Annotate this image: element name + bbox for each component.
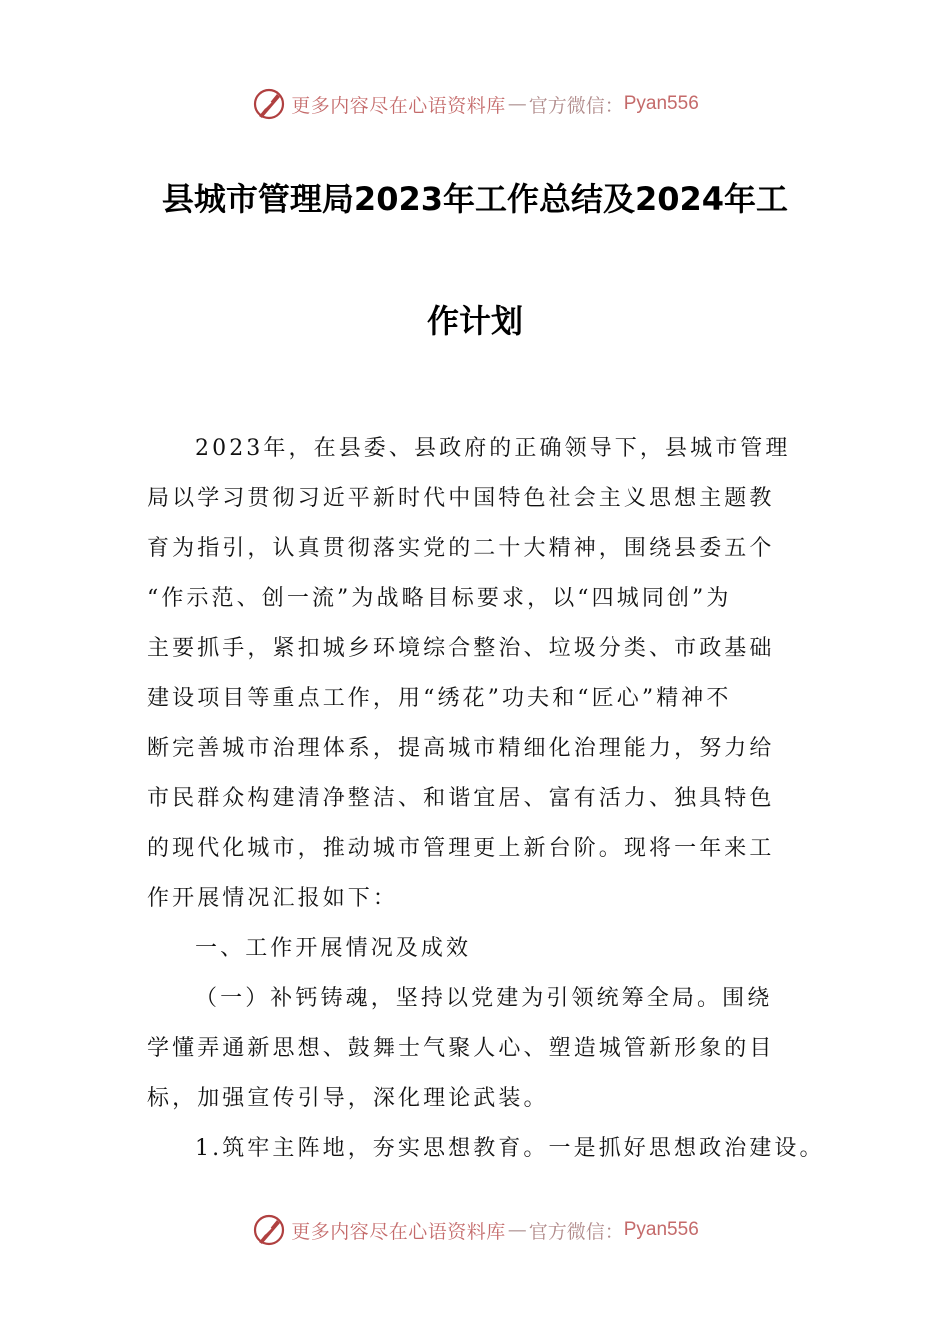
section-heading: 一、工作开展情况及成效 <box>195 936 472 961</box>
body-line: 1.筑牢主阵地，夯实思想教育。一是抓好思想政治建设。 <box>195 1136 825 1161</box>
body-line: 市民群众构建清净整洁、和谐宜居、富有活力、独具特色 <box>147 786 775 811</box>
body-line: “作示范、创一流”为战略目标要求，以“四城同创”为 <box>147 586 732 611</box>
banner-slogan: 更多内容尽在心语资料库 <box>291 1220 506 1243</box>
banner-separator: — <box>507 93 527 115</box>
body-line: 2023年，在县委、县政府的正确领导下，县城市管理 <box>195 436 791 461</box>
document-title-line-2: 作计划 <box>426 302 523 340</box>
body-line: 断完善城市治理体系，提高城市精细化治理能力，努力给 <box>147 736 775 761</box>
body-line: （一）补钙铸魂，坚持以党建为引领统筹全局。围绕 <box>195 986 773 1011</box>
body-line: 作开展情况汇报如下： <box>147 886 399 911</box>
body-line: 建设项目等重点工作，用“绣花”功夫和“匠心”精神不 <box>147 686 732 711</box>
quill-logo-icon <box>251 86 287 122</box>
footer-banner <box>0 1210 950 1250</box>
body-line: 的现代化城市，推动城市管理更上新台阶。现将一年来工 <box>147 836 775 861</box>
body-line: 主要抓手，紧扣城乡环境综合整治、垃圾分类、市政基础 <box>147 636 775 661</box>
banner-wechat-label: 官方微信： <box>528 1220 624 1243</box>
banner-wechat-handle: Pyan556 <box>623 93 699 114</box>
banner-wechat-label: 官方微信： <box>528 94 624 117</box>
banner-separator: — <box>507 1219 527 1241</box>
body-line: 局以学习贯彻习近平新时代中国特色社会主义思想主题教 <box>147 486 775 511</box>
body-line: 标，加强宣传引导，深化理论武装。 <box>147 1086 549 1111</box>
header-banner <box>0 84 950 124</box>
body-line: 育为指引，认真贯彻落实党的二十大精神，围绕县委五个 <box>147 536 775 561</box>
document-body <box>147 424 825 1174</box>
banner-slogan: 更多内容尽在心语资料库 <box>291 94 506 117</box>
quill-logo-icon <box>251 1212 287 1248</box>
body-line: 学懂弄通新思想、鼓舞士气聚人心、塑造城管新形象的目 <box>147 1036 775 1061</box>
banner-wechat-handle: Pyan556 <box>623 1219 699 1240</box>
document-title-line-1: 县城市管理局2023年工作总结及2024年工 <box>161 180 789 218</box>
